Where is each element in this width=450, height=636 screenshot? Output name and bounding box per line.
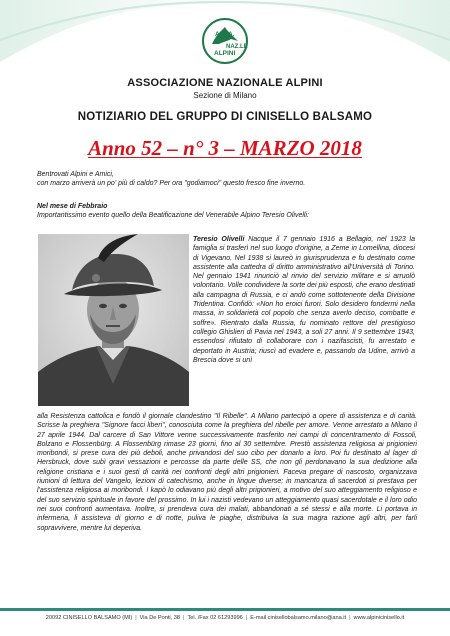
section-heading: Nel mese di Febbraio — [37, 203, 108, 210]
footer-street: Via De Ponti, 38 — [139, 615, 180, 621]
footer: 20092 CINISELLO BALSAMO (MI) | Via De Ponti, 38 | Tel. /Fax 02 61293996 | E-mail cinisellobalsamo.milano@ana.it | www.alpinicinisello.it — [45, 615, 405, 621]
footer-divider — [0, 608, 450, 611]
bio-name: Teresio Olivelli — [193, 236, 245, 243]
footer-web[interactable]: www.alpinicinisello.it — [353, 615, 405, 621]
section-intro: Importantissimo evento quello della Beatificazione del Venerabile Alpino Teresio Olivelli: — [37, 212, 309, 219]
bio-text — [193, 235, 415, 365]
footer-address: 20092 CINISELLO BALSAMO (MI) — [45, 615, 133, 621]
logo-bottom-text: ALPINI — [214, 50, 236, 57]
footer-phone: Tel. /Fax 02 61293996 — [187, 615, 243, 621]
greeting-line-2: con marzo arriverà un po' più di caldo? Per ora "godiamoci" questo fresco fine inverno. — [37, 180, 306, 188]
section-name: Sezione di Milano — [193, 91, 257, 100]
ana-logo — [201, 17, 249, 65]
bio-body: Nacque il 7 gennaio 1916 a Bellagio, nel 1923 la famiglia si trasferì nel suo luogo d'origine, a Zeme in Lomellina, diocesi di Vigevano. Nel 1938 si laureò in giurisprudenza e fu destinato come assistente alla cattedra di diritto amministrativo all'Università di Torino. Nel gennaio 1941 rinunciò al rinvio del servizio militare e si arruolò volontario. Volle condividere la sorte dei più esposti, che erano destinati alla campagna di Russia, e ci andò come sottotenente della Divisione Tridentina. Confidò: «Non ho eroici furori. Solo desidero fondermi nella massa, in solidarietà col popolo che senza averlo deciso, combatte e soffre». Rientrato dalla Russia, fu nominato rettore del prestigioso collegio Ghislieri di Pavia nel 1943, a soli 27 anni. Il 9 settembre 1943, essendosi rifiutato di collaborare con i nazifascisti, fu arrestato e deportato in Austria; riuscì ad evadere e, passando da Udine, arrivò a Brescia dove si unì — [193, 236, 415, 364]
logo-mid-text: NAZ.LE — [226, 44, 248, 50]
bio-continuation: alla Resistenza cattolica e fondò il giornale clandestino "Il Ribelle". A Milano partecipò a opere di assistenza e di carità. Scrisse la preghiera "Signore facci liberi", conosciuta come la preghiera del ribelle per amore. Venne arrestato a Milano il 27 aprile 1944. Dal carcere di San Vittore venne successivamente trasferito nei campi di concentramento di Fossoli, Bolzano e Flossenbürg. A Flossenbürg rimase 23 giorni, fino al 30 settembre. Prestò assistenza religiosa ai prigionieri moribondi, si prese cura dei più deboli, anche privandosi del suo cibo per donarlo a loro. Poi fu destinato al lager di Hersbruck, dove subì gravi vessazioni e percosse da parte delle SS, che non gli perdonavano la sua dedizione alla religione cristiana e i suoi gesti di carità nei confronti degli altri prigionieri. Faceva pregare di nascosto, organizzava riunioni di lettura del Vangelo, lezioni di catechismo, anche in lingue diverse; in mancanza di sacerdoti si prestava per l'assistenza religiosa ai moribondi. I kapò lo odiavano più degli altri prigionieri, a motivo del suo atteggiamento religioso e del suo servizio spirituale in favore del prossimo. In lui i nazisti vedevano un atteggiamento quasi sacerdotale e il loro odio nei suoi confronti aumentava. Inoltre, si prendeva cura dei malati, abbandonati a sé stessi e alla morte. Li portava in infermeria, li assisteva di giorno e di notte, puliva le piaghe, distribuiva la sua magra razione agli altri, per farli sopravvivere, mentre lui deperiva. — [37, 413, 417, 532]
edition-title: Anno 52 – n° 3 – MARZO 2018 — [88, 136, 362, 160]
footer-email[interactable]: E-mail cinisellobalsamo.milano@ana.it — [250, 615, 347, 621]
portrait-photo — [38, 234, 189, 406]
association-name: ASSOCIAZIONE NAZIONALE ALPINI — [127, 77, 323, 89]
greeting — [37, 170, 417, 189]
logo-top-text: A.N.A. — [215, 31, 235, 38]
greeting-line-1: Bentrovati Alpini e Amici, — [37, 171, 114, 178]
newsletter-title: NOTIZIARIO DEL GRUPPO DI CINISELLO BALSAMO — [77, 111, 373, 123]
